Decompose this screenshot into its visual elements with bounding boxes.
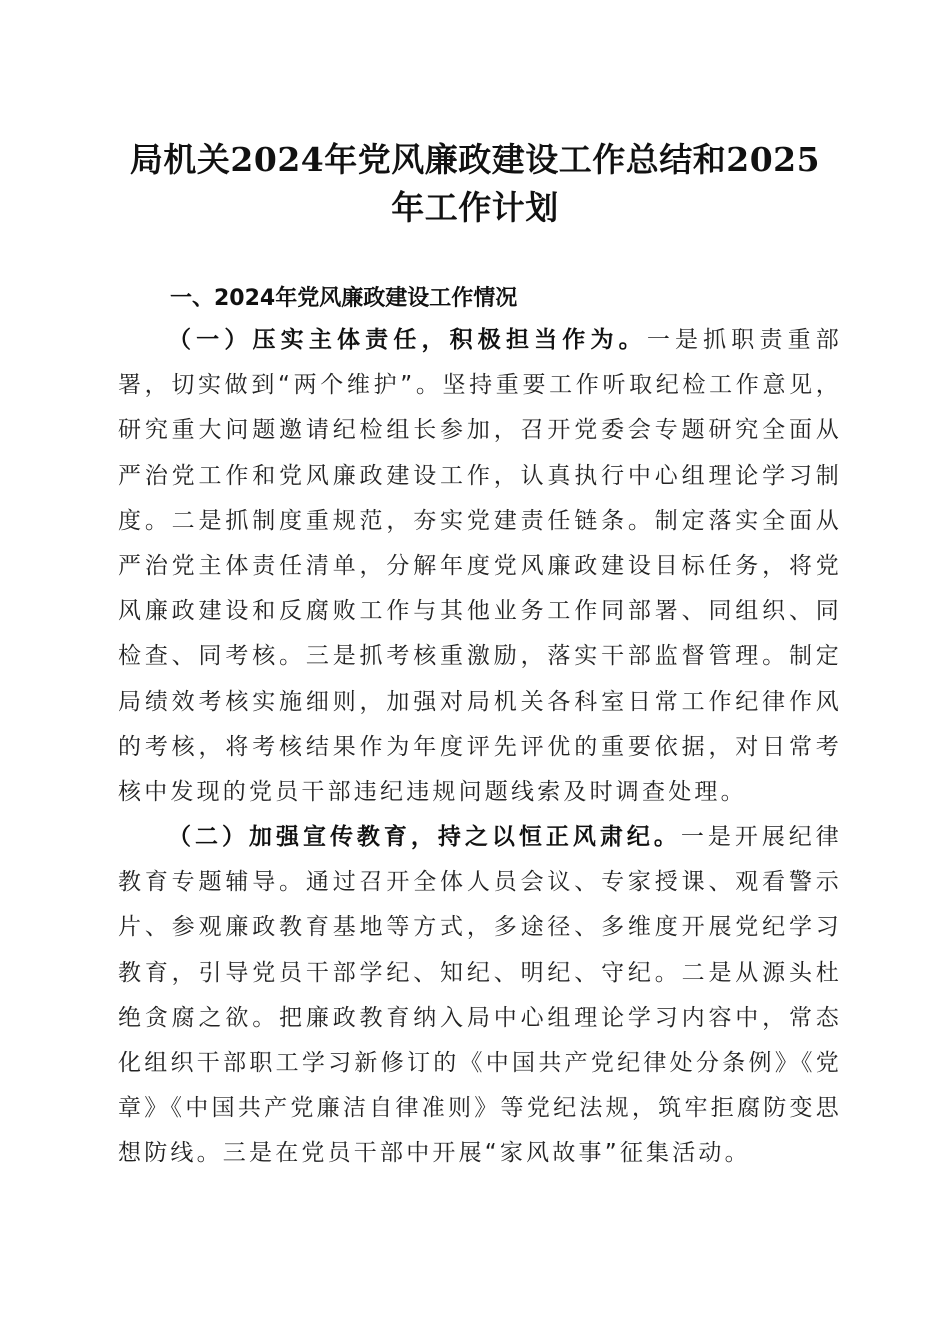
paragraph-2 (118, 815, 842, 1177)
paragraph-1 (118, 318, 842, 815)
paragraph-2-body: 一是开展纪律教育专题辅导。通过召开全体人员会议、专家授课、观看警示片、参观廉政教育基地等方式，多途径、多维度开展党纪学习教育，引导党员干部学纪、知纪、明纪、守纪。二是从源头杜绝贪腐之欲。把廉政教育纳入局中心组理论学习内容中，常态化组织干部职工学习新修订的《中国共产党纪律处分条例》《党章》《中国共产党廉洁自律准则》等党纪法规，筑牢拒腐防变思想防线。三是在党员干部中开展“家风故事”征集活动。 (118, 824, 842, 1167)
paragraph-2-lead: （二）加强宣传教育，持之以恒正风肃纪。 (168, 824, 681, 850)
document-title (100, 136, 850, 232)
paragraph-1-body: 一是抓职责重部署，切实做到“两个维护”。坚持重要工作听取纪检工作意见，研究重大问题邀请纪检组长参加，召开党委会专题研究全面从严治党工作和党风廉政建设工作，认真执行中心组理论学习制度。二是抓制度重规范，夯实党建责任链条。制定落实全面从严治党主体责任清单，分解年度党风廉政建设目标任务，将党风廉政建设和反腐败工作与其他业务工作同部署、同组织、同检查、同考核。三是抓考核重激励，落实干部监督管理。制定局绩效考核实施细则，加强对局机关各科室日常工作纪律作风的考核，将考核结果作为年度评先评优的重要依据，对日常考核中发现的党员干部违纪违规问题线索及时调查处理。 (118, 327, 843, 806)
paragraph-1-lead: （一）压实主体责任，积极担当作为。 (168, 327, 647, 353)
document-title-line-1: 局机关2024年党风廉政建设工作总结和2025 (129, 140, 821, 179)
document-title-line-2: 年工作计划 (391, 188, 559, 227)
section-heading: 一、2024年党风廉政建设工作情况 (170, 286, 518, 311)
